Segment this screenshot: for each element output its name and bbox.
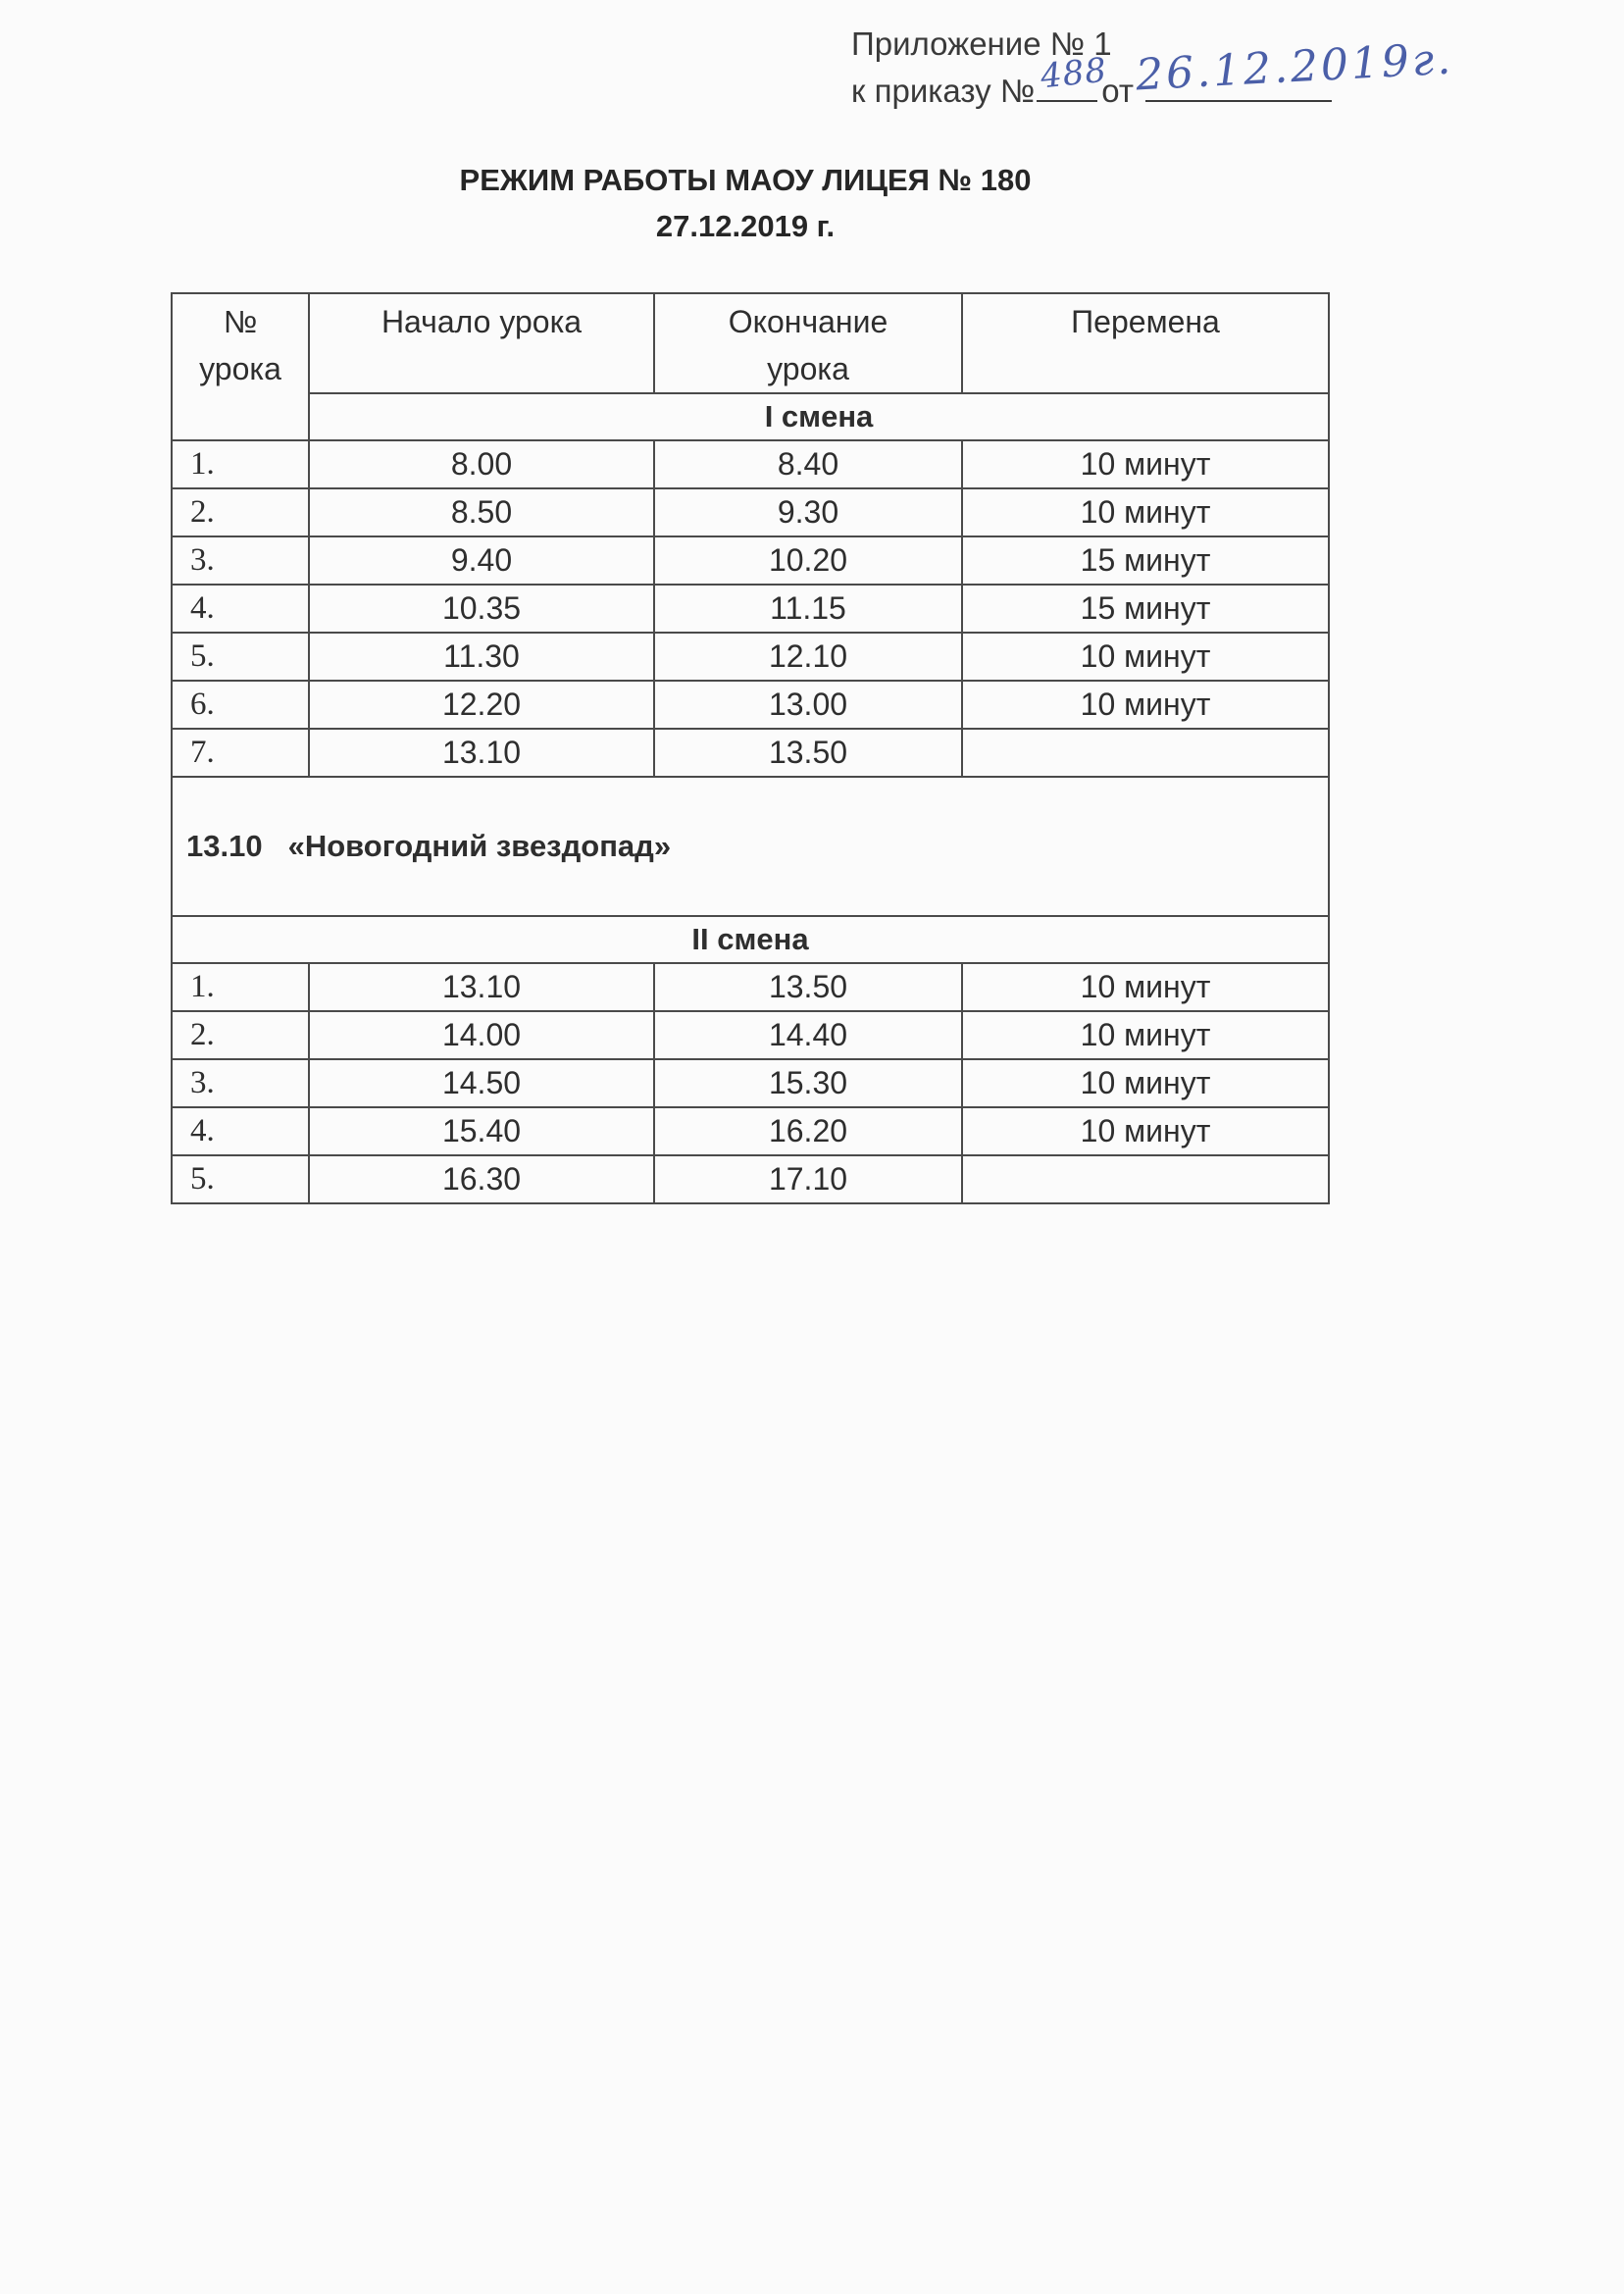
lesson-end-cell: 13.50 (654, 963, 962, 1011)
header-lesson-end: Окончание урока (654, 293, 962, 393)
lesson-end-cell: 13.50 (654, 729, 962, 777)
event-row (172, 777, 1329, 916)
lesson-number-cell: 5. (172, 633, 309, 681)
lesson-end-cell: 14.40 (654, 1011, 962, 1059)
lesson-number-cell: 1. (172, 440, 309, 488)
lesson-number-cell: 4. (172, 585, 309, 633)
lesson-start-cell: 9.40 (309, 536, 654, 585)
lesson-end-cell: 8.40 (654, 440, 962, 488)
appendix-title: Приложение № 1 (851, 25, 1112, 62)
lesson-end-cell: 13.00 (654, 681, 962, 729)
document-title: РЕЖИМ РАБОТЫ МАОУ ЛИЦЕЯ № 180 (459, 163, 1032, 197)
lesson-number-cell: 3. (172, 1059, 309, 1107)
header-break: Перемена (962, 293, 1329, 393)
event-cell (172, 777, 1329, 916)
lesson-number-cell: 2. (172, 488, 309, 536)
lesson-start-cell: 16.30 (309, 1155, 654, 1203)
order-date-handwritten: 26.12.2019г. (1134, 33, 1455, 101)
lesson-start-cell: 11.30 (309, 633, 654, 681)
lesson-number-cell: 1. (172, 963, 309, 1011)
shift2-label: II смена (172, 916, 1329, 963)
lesson-start-cell: 12.20 (309, 681, 654, 729)
break-cell: 10 минут (962, 963, 1329, 1011)
table-row (172, 440, 1329, 488)
break-cell: 15 минут (962, 585, 1329, 633)
table-row (172, 729, 1329, 777)
lesson-number-cell: 2. (172, 1011, 309, 1059)
header-lesson-number: № урока (172, 293, 309, 440)
shift1-label-row (172, 393, 1329, 440)
order-number-handwritten: 488 (1039, 50, 1110, 97)
lesson-start-cell: 10.35 (309, 585, 654, 633)
break-cell: 15 минут (962, 536, 1329, 585)
shift1-label: I смена (309, 393, 1329, 440)
lesson-end-cell: 10.20 (654, 536, 962, 585)
break-cell: 10 минут (962, 681, 1329, 729)
lesson-end-cell: 17.10 (654, 1155, 962, 1203)
table-row (172, 1155, 1329, 1203)
break-cell (962, 1155, 1329, 1203)
lesson-end-cell: 12.10 (654, 633, 962, 681)
table-row (172, 1059, 1329, 1107)
table-row (172, 585, 1329, 633)
order-prefix: к приказу № (851, 73, 1036, 109)
lesson-number-cell: 7. (172, 729, 309, 777)
lesson-end-cell: 11.15 (654, 585, 962, 633)
event-time: 13.10 (186, 829, 263, 863)
event-name: «Новогодний звездопад» (287, 829, 672, 863)
lesson-end-cell: 9.30 (654, 488, 962, 536)
lesson-number-cell: 6. (172, 681, 309, 729)
lesson-end-cell: 16.20 (654, 1107, 962, 1155)
break-cell: 10 минут (962, 440, 1329, 488)
break-cell: 10 минут (962, 1107, 1329, 1155)
schedule-table (171, 292, 1330, 1204)
table-row (172, 963, 1329, 1011)
break-cell: 10 минут (962, 633, 1329, 681)
break-cell: 10 минут (962, 1059, 1329, 1107)
lesson-end-cell: 15.30 (654, 1059, 962, 1107)
appendix-note (851, 22, 1455, 114)
order-date-blank (1134, 33, 1455, 102)
lesson-number-cell: 4. (172, 1107, 309, 1155)
table-row (172, 488, 1329, 536)
table-row (172, 1107, 1329, 1155)
lesson-start-cell: 14.50 (309, 1059, 654, 1107)
shift2-label-row (172, 916, 1329, 963)
table-header-row (172, 293, 1329, 393)
break-cell: 10 минут (962, 488, 1329, 536)
lesson-number-cell: 3. (172, 536, 309, 585)
lesson-start-cell: 15.40 (309, 1107, 654, 1155)
lesson-start-cell: 8.50 (309, 488, 654, 536)
table-row (172, 1011, 1329, 1059)
order-from-label: от (1101, 73, 1134, 109)
lesson-start-cell: 14.00 (309, 1011, 654, 1059)
lesson-start-cell: 13.10 (309, 963, 654, 1011)
header-lesson-start: Начало урока (309, 293, 654, 393)
document-date: 27.12.2019 г. (655, 209, 836, 243)
table-row (172, 633, 1329, 681)
break-cell: 10 минут (962, 1011, 1329, 1059)
lesson-number-cell: 5. (172, 1155, 309, 1203)
break-cell (962, 729, 1329, 777)
lesson-start-cell: 8.00 (309, 440, 654, 488)
table-row (172, 536, 1329, 585)
lesson-start-cell: 13.10 (309, 729, 654, 777)
table-row (172, 681, 1329, 729)
order-number-blank (1037, 50, 1110, 102)
